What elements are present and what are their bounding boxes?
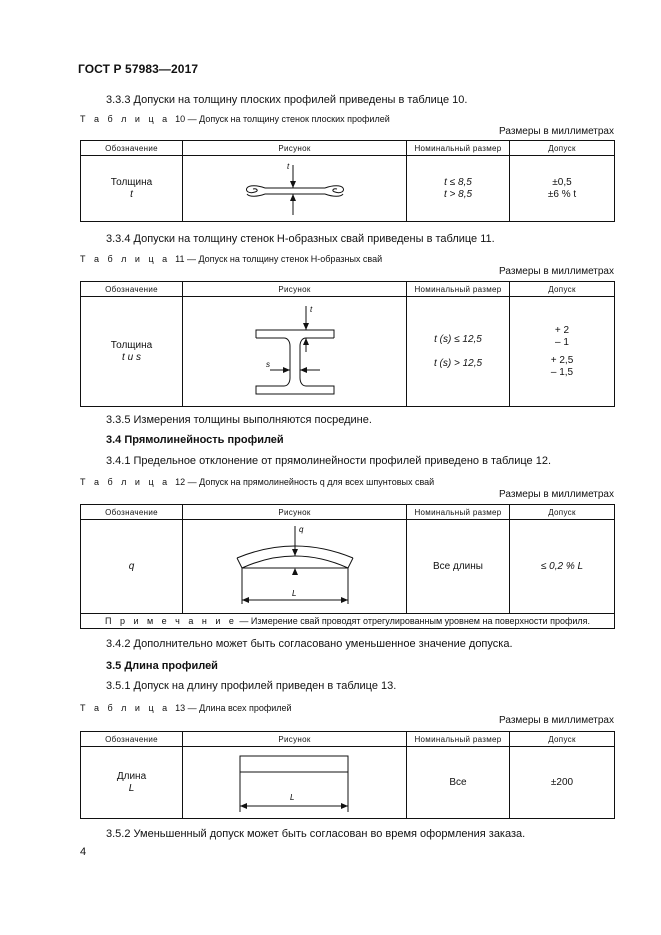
- fig-label-t: t: [286, 161, 289, 171]
- designation-cell: [81, 297, 183, 407]
- col-header-figure: Рисунок: [183, 141, 407, 156]
- document-header: ГОСТ Р 57983—2017: [78, 62, 199, 76]
- units-label: Размеры в миллиметрах: [499, 489, 614, 500]
- col-header-nominal: Номинальный размер: [407, 282, 510, 297]
- note-text: — Измерение свай проводят отрегулированным уровнем на поверхности профиля.: [239, 616, 591, 626]
- col-header-figure: Рисунок: [183, 505, 407, 520]
- nominal-value-1: t (s) ≤ 12,5: [434, 333, 482, 345]
- table12-caption: [80, 477, 434, 487]
- fig-label-t: t: [309, 304, 312, 314]
- units-label: Размеры в миллиметрах: [499, 126, 614, 137]
- nominal-cell: [407, 156, 510, 222]
- tolerance-minus-2: – 1,5: [550, 366, 574, 378]
- col-header-tolerance: Допуск: [510, 505, 615, 520]
- fig-label-L: L: [291, 588, 296, 598]
- paragraph-3-3-4: 3.3.4 Допуски на толщину стенок Н-образных свай приведены в таблице 11.: [106, 233, 495, 245]
- nominal-value-1: t ≤ 8,5: [444, 176, 472, 188]
- table13-caption: [80, 703, 292, 713]
- designation-cell: [81, 156, 183, 222]
- fig-label-s: s: [265, 359, 270, 369]
- designation-symbol: t: [130, 188, 133, 200]
- nominal-value-2: t > 8,5: [443, 188, 473, 200]
- col-header-tolerance: Допуск: [510, 141, 615, 156]
- caption-word: Т а б л и ц а: [80, 703, 171, 713]
- nominal-cell: [407, 297, 510, 407]
- designation-symbol: t и s: [122, 351, 141, 363]
- designation-label: Длина: [116, 770, 147, 782]
- paragraph-3-4-1: 3.4.1 Предельное отклонение от прямолинейности профилей приведено в таблице 12.: [106, 455, 552, 467]
- caption-text: 13 — Длина всех профилей: [175, 703, 292, 713]
- section-3-5-heading: 3.5 Длина профилей: [106, 660, 218, 672]
- col-header-designation: Обозначение: [81, 141, 183, 156]
- paragraph-3-3-5: 3.3.5 Измерения толщины выполняются посредине.: [106, 414, 372, 426]
- designation-cell: q: [81, 520, 183, 614]
- col-header-nominal: Номинальный размер: [407, 732, 510, 747]
- tolerance-cell: ±200: [510, 747, 615, 819]
- page-number: 4: [80, 846, 87, 858]
- col-header-figure: Рисунок: [183, 732, 407, 747]
- designation-symbol: L: [128, 782, 135, 794]
- tolerance-plus-1: + 2: [554, 324, 570, 336]
- paragraph-3-3-3: 3.3.3 Допуски на толщину плоских профилей приведены в таблице 10.: [106, 94, 468, 106]
- caption-word: Т а б л и ц а: [80, 477, 171, 487]
- section-3-4-heading: 3.4 Прямолинейность профилей: [106, 434, 284, 446]
- designation-cell: [81, 747, 183, 819]
- col-header-designation: Обозначение: [81, 282, 183, 297]
- nominal-cell: Все длины: [407, 520, 510, 614]
- table-10: [80, 140, 615, 222]
- figure-cell: [183, 156, 407, 222]
- fig-label-q: q: [298, 524, 303, 534]
- col-header-designation: Обозначение: [81, 732, 183, 747]
- note-word: П р и м е ч а н и е: [104, 616, 237, 626]
- caption-text: 10 — Допуск на толщину стенок плоских профилей: [175, 114, 390, 124]
- fig-label-L: L: [289, 792, 294, 802]
- units-label: Размеры в миллиметрах: [499, 715, 614, 726]
- table10-caption: [80, 114, 390, 124]
- straightness-drawing: [225, 522, 365, 612]
- tolerance-cell: [510, 297, 615, 407]
- caption-text: 12 — Допуск на прямолинейность q для всех шпунтовых свай: [175, 477, 435, 487]
- designation-label: Толщина: [110, 339, 153, 351]
- h-pile-drawing: [240, 300, 350, 404]
- paragraph-3-5-1: 3.5.1 Допуск на длину профилей приведен в таблице 13.: [106, 680, 397, 692]
- caption-text: 11 — Допуск на толщину стенок Н-образных свай: [175, 254, 383, 264]
- tolerance-cell: ≤ 0,2 % L: [510, 520, 615, 614]
- table-13: [80, 731, 615, 819]
- col-header-designation: Обозначение: [81, 505, 183, 520]
- units-label: Размеры в миллиметрах: [499, 266, 614, 277]
- col-header-nominal: Номинальный размер: [407, 141, 510, 156]
- col-header-tolerance: Допуск: [510, 732, 615, 747]
- table12-note: [81, 614, 615, 629]
- tolerance-value-1: ±0,5: [552, 176, 572, 188]
- tolerance-minus-1: – 1: [555, 336, 569, 348]
- tolerance-value-2: ±6 % t: [547, 188, 577, 200]
- flat-profile-drawing: [235, 157, 355, 221]
- figure-cell: [183, 520, 407, 614]
- table-11: [80, 281, 615, 407]
- caption-word: Т а б л и ц а: [80, 114, 171, 124]
- caption-word: Т а б л и ц а: [80, 254, 171, 264]
- designation-label: Толщина: [110, 176, 153, 188]
- nominal-value-2: t (s) > 12,5: [433, 357, 483, 369]
- table-12: [80, 504, 615, 629]
- figure-cell: [183, 747, 407, 819]
- length-drawing: [230, 750, 360, 816]
- table11-caption: [80, 254, 382, 264]
- tolerance-cell: [510, 156, 615, 222]
- paragraph-3-5-2: 3.5.2 Уменьшенный допуск может быть согласован во время оформления заказа.: [106, 828, 526, 840]
- paragraph-3-4-2: 3.4.2 Дополнительно может быть согласовано уменьшенное значение допуска.: [106, 638, 513, 650]
- col-header-nominal: Номинальный размер: [407, 505, 510, 520]
- tolerance-plus-2: + 2,5: [550, 354, 574, 366]
- nominal-cell: Все: [407, 747, 510, 819]
- col-header-tolerance: Допуск: [510, 282, 615, 297]
- col-header-figure: Рисунок: [183, 282, 407, 297]
- figure-cell: [183, 297, 407, 407]
